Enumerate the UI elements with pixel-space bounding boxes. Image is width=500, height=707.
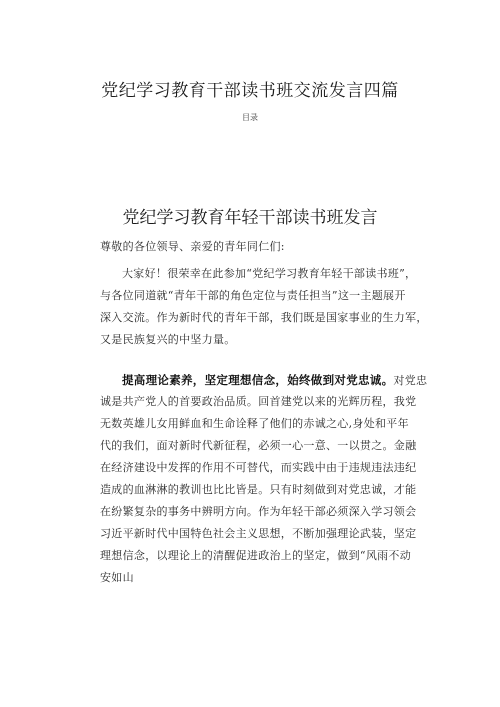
speech-title: 党纪学习教育年轻干部读书班发言 — [122, 208, 378, 228]
greeting-paragraph — [100, 236, 402, 258]
paragraph-line: 安如山 — [100, 571, 134, 584]
paragraph-line: 诚是共产党人的首要政治品质。回首建党以来的光辉历程，我党 — [100, 395, 417, 408]
paragraph-line: 与各位同道就“青年干部的角色定位与责任担当”这一主题展开 — [100, 289, 406, 302]
paragraph-line: 理想信念，以理论上的清醒促进政治上的坚定，做到“风雨不动 — [100, 549, 412, 562]
document-title: 党纪学习教育干部读书班交流发言四篇 — [101, 81, 399, 101]
paragraph-line: 代的我们，面对新时代新征程，必须一心一意、一以贯之。金融 — [100, 439, 417, 452]
paragraph-line: 在经济建设中发挥的作用不可替代，而实践中由于违规违法违纪 — [100, 461, 417, 474]
paragraph-line: 深入交流。作为新时代的青年干部，我们既是国家事业的生力军， — [100, 311, 428, 324]
greeting-line: 尊敬的各位领导、亲爱的青年同仁们: — [100, 240, 285, 253]
paragraph-line: 无数英雄儿女用鲜血和生命诠释了他们的赤诚之心,身处和平年 — [100, 417, 409, 430]
paragraph-line: 造成的血淋淋的教训也比比皆是。只有时刻做到对党忠诚，才能 — [100, 483, 417, 496]
loyalty-paragraph — [100, 369, 428, 589]
section-heading: 提高理论素养，坚定理想信念，始终做到对党忠诚。 — [122, 373, 394, 387]
paragraph-line: 习近平新时代中国特色社会主义思想，不断加强理论武装，坚定 — [100, 527, 417, 540]
opening-paragraph — [100, 263, 428, 351]
paragraph-line: 在纷繁复杂的事务中辨明方向。作为年轻干部必须深入学习领会 — [100, 505, 417, 518]
paragraph-line-rest: 对党忠 — [393, 374, 428, 387]
paragraph-line: 又是民族复兴的中坚力量。 — [100, 333, 236, 346]
paragraph-line: 大家好！很荣幸在此参加“党纪学习教育年轻干部读书班”， — [122, 267, 417, 280]
paragraph-first-line — [100, 369, 428, 391]
table-of-contents-label: 目录 — [242, 113, 258, 122]
